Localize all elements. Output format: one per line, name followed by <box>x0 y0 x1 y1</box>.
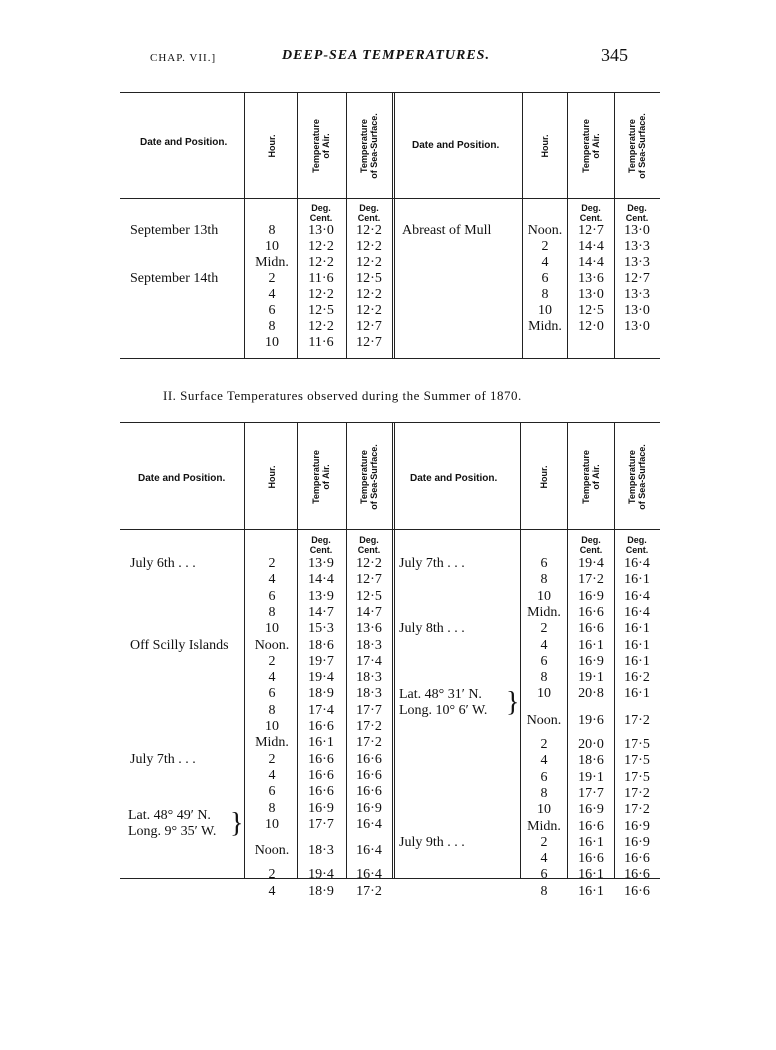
hour-cell: 6 <box>540 556 548 571</box>
position-label: Lat. 48° 49′ N. <box>128 808 211 823</box>
sea-temp-cell: 16·1 <box>624 686 650 702</box>
unit-label: Deg. Cent. <box>625 203 649 223</box>
hour-cell: 6 <box>268 686 276 702</box>
hour-cell: 4 <box>268 767 276 783</box>
hour-cell: 6 <box>540 653 548 669</box>
date-position-cell: Abreast of Mull <box>402 223 492 238</box>
sea-temp-cell: 13·6 <box>356 621 382 637</box>
unit-label: Deg. Cent. <box>309 203 333 223</box>
col-date-position: Date and Position. <box>410 473 498 484</box>
sea-temp-cell: 18·3 <box>356 670 382 686</box>
sea-temp-cell: 17·2 <box>624 802 650 818</box>
air-temp-cell: 12·2 <box>308 319 334 334</box>
sea-temp-cell: 13·3 <box>624 287 650 302</box>
hour-cell: 8 <box>540 572 548 588</box>
sea-temp-cell: 12·2 <box>356 287 382 302</box>
sea-temp-cell: 17·2 <box>356 735 382 751</box>
air-temp-cell: 11·6 <box>308 335 334 350</box>
page-number: 345 <box>601 45 628 65</box>
hour-cell: 2 <box>268 653 276 669</box>
col-temp-air: Temperature of Air. <box>311 119 331 173</box>
section-title: II. Surface Temperatures observed during the Summer of 1870. <box>163 388 522 403</box>
hour-cell: 6 <box>268 784 276 800</box>
hour-cell: 10 <box>265 621 279 637</box>
air-temp-cell: 14·4 <box>578 255 604 270</box>
sea-temp-cell: 16·4 <box>356 867 382 883</box>
air-temp-cell: 17·2 <box>578 572 604 588</box>
hour-cell: 4 <box>541 255 549 270</box>
sea-temp-cell: 17·2 <box>356 719 382 734</box>
sea-temp-cell: 13·3 <box>624 239 650 254</box>
hour-cell: 10 <box>265 239 279 254</box>
air-temp-cell: 17·7 <box>308 816 334 832</box>
sea-temp-cell: 17·2 <box>356 883 382 899</box>
hour-cell: 2 <box>268 867 276 883</box>
col-hour: Hour. <box>267 134 277 158</box>
sea-temp-cell: 16·9 <box>356 800 382 816</box>
hour-cell: Midn. <box>527 604 561 620</box>
hour-cell: 10 <box>537 686 551 702</box>
unit-label: Deg. Cent. <box>579 535 603 555</box>
date-position-cell: Off Scilly Islands <box>130 637 229 653</box>
sea-temp-cell: 17·5 <box>624 737 650 752</box>
air-temp-cell: 19·7 <box>308 653 334 669</box>
sea-temp-cell: 16·6 <box>624 883 650 899</box>
sea-temp-cell: 16·1 <box>624 572 650 588</box>
air-temp-cell: 13·9 <box>308 556 334 571</box>
hour-cell: 2 <box>540 737 548 752</box>
col-temp-sea: Temperature of Sea-Surface. <box>627 444 647 510</box>
air-temp-cell: 14·4 <box>308 572 334 588</box>
brace-icon: } <box>506 687 520 718</box>
sea-temp-cell: 12·7 <box>356 319 382 334</box>
sea-temp-cell: 18·3 <box>356 686 382 702</box>
sea-temp-cell: 12·2 <box>356 255 382 270</box>
sea-temp-cell: 12·2 <box>356 223 382 238</box>
unit-label: Deg. Cent. <box>357 535 381 555</box>
air-temp-cell: 13·9 <box>308 588 334 604</box>
date-position-cell: July 7th . . . <box>399 556 465 571</box>
sea-temp-cell: 12·7 <box>356 572 382 588</box>
air-temp-cell: 16·1 <box>578 883 604 899</box>
col-temp-sea: Temperature of Sea-Surface. <box>627 113 647 179</box>
col-temp-sea: Temperature of Sea-Surface. <box>359 444 379 510</box>
hour-cell: 8 <box>268 702 276 718</box>
air-temp-cell: 12·7 <box>578 223 604 238</box>
sea-temp-cell: 16·1 <box>624 621 650 637</box>
sea-temp-cell: 17·2 <box>624 712 650 728</box>
hour-cell: 6 <box>268 588 276 604</box>
position-label: Long. 10° 6′ W. <box>399 703 488 718</box>
hour-cell: Midn. <box>527 818 561 834</box>
sea-temp-cell: 16·4 <box>624 556 650 571</box>
sea-temp-cell: 12·5 <box>356 588 382 604</box>
unit-label: Deg. Cent. <box>625 535 649 555</box>
air-temp-cell: 16·6 <box>578 621 604 637</box>
air-temp-cell: 16·6 <box>308 784 334 800</box>
col-temp-sea: Temperature of Sea-Surface. <box>359 113 379 179</box>
air-temp-cell: 18·3 <box>308 843 334 859</box>
sea-temp-cell: 16·6 <box>356 767 382 783</box>
hour-cell: Noon. <box>254 637 290 653</box>
air-temp-cell: 20·8 <box>578 686 604 702</box>
date-position-cell: September 13th <box>130 223 219 238</box>
sea-temp-cell: 16·6 <box>356 751 382 767</box>
sea-temp-cell: 17·7 <box>356 702 382 718</box>
sea-temp-cell: 16·1 <box>624 637 650 653</box>
hour-cell: 2 <box>540 834 548 850</box>
air-temp-cell: 16·6 <box>578 604 604 620</box>
hour-cell: Noon. <box>254 843 290 859</box>
hour-cell: 2 <box>268 271 276 286</box>
hour-cell: Midn. <box>255 255 289 270</box>
hour-cell: 8 <box>268 604 276 620</box>
sea-temp-cell: 18·3 <box>356 637 382 653</box>
air-temp-cell: 16·1 <box>578 637 604 653</box>
hour-cell: 4 <box>268 287 276 302</box>
sea-temp-cell: 16·6 <box>624 867 650 883</box>
air-temp-cell: 18·6 <box>578 753 604 769</box>
sea-temp-cell: 16·4 <box>356 843 382 859</box>
hour-cell: 6 <box>540 769 548 785</box>
air-temp-cell: 16·9 <box>578 802 604 818</box>
position-label: Long. 9° 35′ W. <box>128 824 217 839</box>
hour-cell: 4 <box>540 851 548 867</box>
hour-cell: Midn. <box>528 319 562 334</box>
col-date-position: Date and Position. <box>140 137 228 148</box>
sea-temp-cell: 17·4 <box>356 653 382 669</box>
sea-temp-cell: 13·0 <box>624 319 650 334</box>
air-temp-cell: 15·3 <box>308 621 334 637</box>
sea-temp-cell: 16·2 <box>624 670 650 686</box>
col-date-position: Date and Position. <box>138 473 226 484</box>
hour-cell: 2 <box>268 556 276 571</box>
hour-cell: 2 <box>268 751 276 767</box>
col-hour: Hour. <box>539 465 549 489</box>
hour-cell: 2 <box>540 621 548 637</box>
hour-cell: 10 <box>538 303 552 318</box>
sea-temp-cell: 12·2 <box>356 556 382 571</box>
col-temp-air: Temperature of Air. <box>311 450 331 504</box>
hour-cell: 8 <box>540 670 548 686</box>
chapter-label: CHAP. VII.] <box>150 52 217 64</box>
sea-temp-cell: 16·4 <box>624 588 650 604</box>
date-position-cell: July 6th . . . <box>130 556 196 571</box>
air-temp-cell: 16·6 <box>578 851 604 867</box>
air-temp-cell: 18·6 <box>308 637 334 653</box>
brace-icon: } <box>230 808 244 839</box>
unit-label: Deg. Cent. <box>357 203 381 223</box>
hour-cell: 6 <box>540 867 548 883</box>
air-temp-cell: 12·5 <box>308 303 334 318</box>
hour-cell: 8 <box>268 223 276 238</box>
sea-temp-cell: 16·1 <box>624 653 650 669</box>
sea-temp-cell: 16·9 <box>624 818 650 834</box>
hour-cell: 4 <box>540 637 548 653</box>
hour-cell: 2 <box>541 239 549 254</box>
hour-cell: 4 <box>268 572 276 588</box>
sea-temp-cell: 12·7 <box>356 335 382 350</box>
air-temp-cell: 19·6 <box>578 712 604 728</box>
air-temp-cell: 13·0 <box>308 223 334 238</box>
air-temp-cell: 16·6 <box>578 818 604 834</box>
hour-cell: 10 <box>265 335 279 350</box>
air-temp-cell: 19·4 <box>308 867 334 883</box>
air-temp-cell: 13·0 <box>578 287 604 302</box>
air-temp-cell: 12·2 <box>308 239 334 254</box>
air-temp-cell: 16·6 <box>308 751 334 767</box>
air-temp-cell: 19·4 <box>578 556 604 571</box>
position-label: Lat. 48° 31′ N. <box>399 687 482 702</box>
sea-temp-cell: 16·9 <box>624 834 650 850</box>
sea-temp-cell: 13·3 <box>624 255 650 270</box>
date-position-cell: July 9th . . . <box>399 834 465 850</box>
air-temp-cell: 16·1 <box>578 834 604 850</box>
air-temp-cell: 19·1 <box>578 670 604 686</box>
sea-temp-cell: 12·2 <box>356 303 382 318</box>
unit-label: Deg. Cent. <box>309 535 333 555</box>
air-temp-cell: 16·9 <box>578 653 604 669</box>
hour-cell: 6 <box>268 303 276 318</box>
sea-temp-cell: 16·4 <box>624 604 650 620</box>
col-temp-air: Temperature of Air. <box>581 119 601 173</box>
col-hour: Hour. <box>267 465 277 489</box>
air-temp-cell: 14·4 <box>578 239 604 254</box>
col-hour: Hour. <box>540 134 550 158</box>
sea-temp-cell: 17·2 <box>624 785 650 801</box>
hour-cell: 10 <box>265 816 279 832</box>
hour-cell: 10 <box>537 588 551 604</box>
sea-temp-cell: 17·5 <box>624 769 650 785</box>
sea-temp-cell: 16·6 <box>624 851 650 867</box>
hour-cell: 8 <box>540 883 548 899</box>
air-temp-cell: 19·1 <box>578 769 604 785</box>
hour-cell: 6 <box>541 271 549 286</box>
hour-cell: Midn. <box>255 735 289 751</box>
hour-cell: 4 <box>268 670 276 686</box>
hour-cell: 8 <box>541 287 549 302</box>
air-temp-cell: 16·6 <box>308 767 334 783</box>
air-temp-cell: 11·6 <box>308 271 334 286</box>
air-temp-cell: 16·1 <box>578 867 604 883</box>
sea-temp-cell: 12·5 <box>356 271 382 286</box>
hour-cell: 8 <box>268 800 276 816</box>
sea-temp-cell: 17·5 <box>624 753 650 769</box>
air-temp-cell: 12·0 <box>578 319 604 334</box>
air-temp-cell: 16·6 <box>308 719 334 734</box>
air-temp-cell: 18·9 <box>308 883 334 899</box>
air-temp-cell: 14·7 <box>308 604 334 620</box>
sea-temp-cell: 12·2 <box>356 239 382 254</box>
unit-label: Deg. Cent. <box>579 203 603 223</box>
hour-cell: Noon. <box>526 712 562 728</box>
hour-cell: 4 <box>268 883 276 899</box>
sea-temp-cell: 16·6 <box>356 784 382 800</box>
col-temp-air: Temperature of Air. <box>581 450 601 504</box>
hour-cell: 8 <box>540 785 548 801</box>
page-title: DEEP-SEA TEMPERATURES. <box>282 48 490 63</box>
air-temp-cell: 16·9 <box>578 588 604 604</box>
sea-temp-cell: 13·0 <box>624 223 650 238</box>
air-temp-cell: 17·7 <box>578 785 604 801</box>
col-date-position: Date and Position. <box>412 140 500 151</box>
air-temp-cell: 12·2 <box>308 255 334 270</box>
air-temp-cell: 18·9 <box>308 686 334 702</box>
hour-cell: 8 <box>268 319 276 334</box>
sea-temp-cell: 16·4 <box>356 816 382 832</box>
date-position-cell: September 14th <box>130 271 219 286</box>
table-september <box>120 92 660 359</box>
air-temp-cell: 16·1 <box>308 735 334 751</box>
sea-temp-cell: 13·0 <box>624 303 650 318</box>
air-temp-cell: 13·6 <box>578 271 604 286</box>
date-position-cell: July 8th . . . <box>399 621 465 637</box>
air-temp-cell: 20·0 <box>578 737 604 752</box>
hour-cell: 10 <box>265 719 279 734</box>
sea-temp-cell: 14·7 <box>356 604 382 620</box>
air-temp-cell: 12·5 <box>578 303 604 318</box>
sea-temp-cell: 12·7 <box>624 271 650 286</box>
air-temp-cell: 17·4 <box>308 702 334 718</box>
air-temp-cell: 12·2 <box>308 287 334 302</box>
date-position-cell: July 7th . . . <box>130 751 196 767</box>
table-summer-1870 <box>120 422 660 899</box>
air-temp-cell: 19·4 <box>308 670 334 686</box>
air-temp-cell: 16·9 <box>308 800 334 816</box>
hour-cell: Noon. <box>527 223 563 238</box>
hour-cell: 4 <box>540 753 548 769</box>
hour-cell: 10 <box>537 802 551 818</box>
